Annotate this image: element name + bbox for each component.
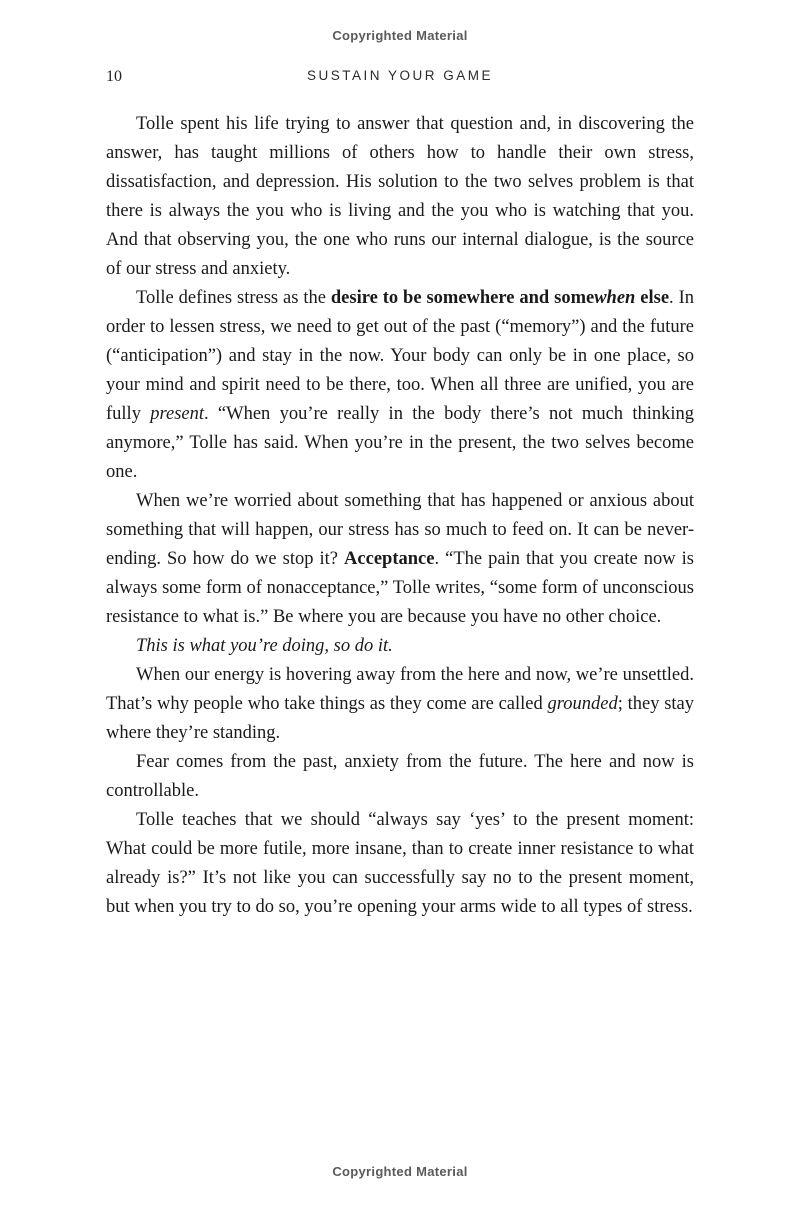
paragraph (106, 487, 694, 632)
text-run: Tolle spent his life trying to answer that question and, in discovering the answer, has taught millions of others how to handle their own stress, dissatisfaction, and depression. His solution to the two selves problem is that there is always the you who is living and the you who is watching that you. And that observing you, the one who runs our internal dialogue, is the source of our stress and anxiety. (106, 114, 694, 279)
text-run: else (635, 288, 670, 308)
text-run: . “When you’re really in the body there’s not much thinking anymore,” Tolle has said. When you’re in the present, the two selves become one. (106, 404, 694, 482)
running-header (106, 68, 694, 88)
text-run: This is what you’re doing, so do it. (136, 636, 393, 656)
text-run: When we’re worried about something that has happened or anxious about something that will happen, our stress has so much to feed on. It can be never-ending. So how do we stop it? (106, 491, 694, 569)
paragraph (106, 110, 694, 284)
body-text (106, 110, 694, 922)
paragraph (106, 661, 694, 748)
paragraph (106, 632, 694, 661)
copyright-notice-top: Copyrighted Material (332, 28, 468, 43)
text-run: Acceptance (344, 549, 435, 569)
text-run: When our energy is hovering away from the here and now, we’re unsettled. That’s why people who take things as they come are called (106, 665, 694, 714)
paragraph (106, 284, 694, 487)
text-run: Fear comes from the past, anxiety from the future. The here and now is controllable. (106, 752, 694, 801)
text-run: desire to be somewhere and some (330, 288, 595, 308)
page-number: 10 (106, 68, 122, 85)
text-run: Tolle defines stress as the (136, 288, 331, 308)
text-run: Tolle teaches that we should “always say ‘yes’ to the present moment: What could be more futile, more insane, than to create inner resistance to what already is?” It’s not like you can successfully say no to the present moment, but when you try to do so, you’re opening your arms wide to all types of stress. (106, 810, 694, 917)
text-run: when (594, 288, 636, 308)
book-title-header: SUSTAIN YOUR GAME (306, 68, 494, 83)
text-run: present (150, 404, 205, 424)
text-run: . “The pain that you create now is always some form of nonacceptance,” Tolle writes, “some form of unconscious resistance to what is.” Be where you are because you have no other choice. (106, 549, 694, 627)
paragraph (106, 806, 694, 922)
paragraph (106, 748, 694, 806)
text-run: grounded (547, 694, 618, 714)
text-run: ; they stay where they’re standing. (106, 694, 694, 743)
text-run: . In order to lessen stress, we need to get out of the past (“memory”) and the future (“anticipation”) and stay in the now. Your body can only be in one place, so your mind and spirit need to be there, too. When all three are unified, you are fully (106, 288, 694, 424)
copyright-notice-bottom: Copyrighted Material (332, 1164, 468, 1179)
